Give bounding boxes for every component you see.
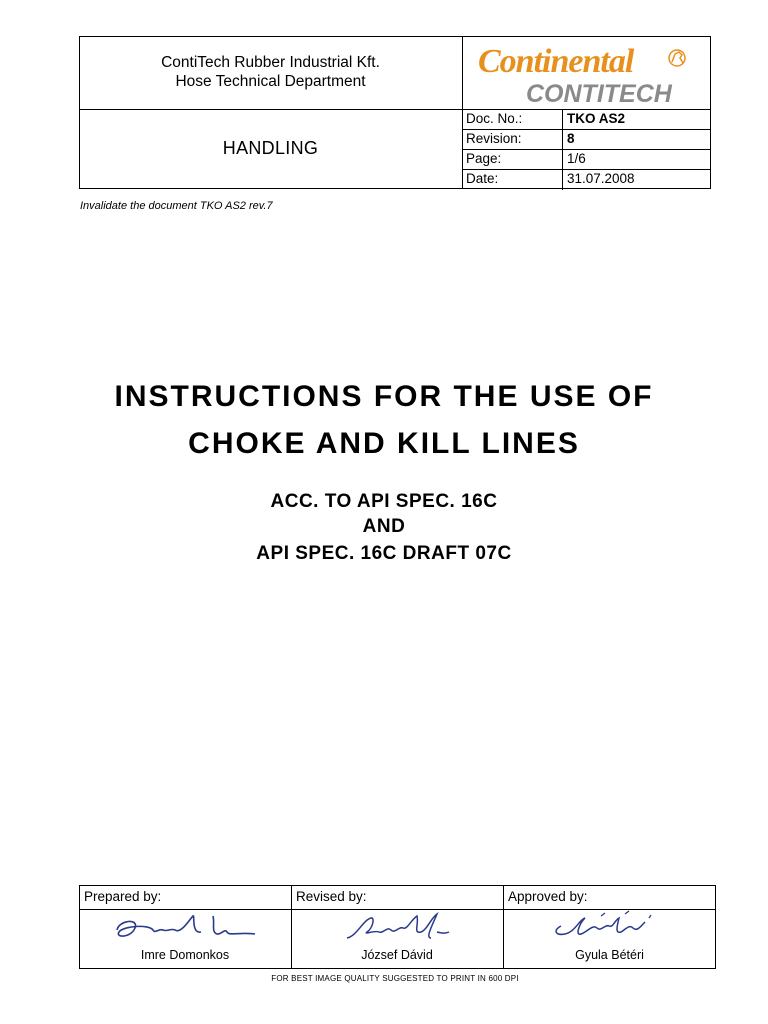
signature-prepared-image (109, 910, 259, 948)
meta-divider (562, 170, 563, 190)
meta-label: Page: (466, 151, 502, 166)
company-name (79, 53, 462, 91)
prepared-by-name: Imre Domonkos (140, 948, 230, 962)
document-meta-table (462, 109, 711, 189)
meta-value: 8 (567, 131, 575, 146)
prepared-by-label: Prepared by: (84, 889, 162, 904)
meta-row-page (462, 149, 711, 169)
print-quality-footer: FOR BEST IMAGE QUALITY SUGGESTED TO PRINT IN 600 DPI (271, 974, 519, 983)
meta-label: Revision: (466, 131, 522, 146)
meta-row-doc-no (462, 109, 711, 129)
meta-value: TKO AS2 (567, 111, 626, 126)
signature-revised-image (341, 910, 461, 948)
company-line2: Hose Technical Department (175, 73, 366, 90)
meta-divider (562, 150, 563, 170)
logo-word-contitech: CONTITECH (526, 80, 672, 108)
meta-value: 1/6 (567, 151, 586, 166)
meta-value: 31.07.2008 (567, 171, 635, 186)
document-title-line2: CHOKE AND KILL LINES (188, 427, 580, 460)
invalidation-note: Invalidate the document TKO AS2 rev.7 (80, 200, 273, 212)
revised-by-name: József Dávid (361, 948, 433, 962)
revised-by-label: Revised by: (296, 889, 367, 904)
logo-word-continental: Continental (478, 43, 634, 80)
approved-by-name: Gyula Bétéri (575, 948, 644, 962)
signature-approved-image (545, 910, 685, 948)
meta-label: Doc. No.: (466, 111, 523, 126)
meta-row-date (462, 169, 711, 189)
company-line1: ContiTech Rubber Industrial Kft. (161, 54, 380, 71)
meta-label: Date: (466, 171, 499, 186)
approved-by-label: Approved by: (508, 889, 588, 904)
meta-row-revision (462, 129, 711, 149)
continental-contitech-logo (462, 36, 711, 109)
signature-table (79, 885, 716, 969)
horse-emblem-icon (669, 50, 685, 66)
document-header (79, 36, 711, 189)
section-title: HANDLING (222, 138, 319, 158)
subtitle-line1: ACC. TO API SPEC. 16C (270, 491, 498, 512)
meta-divider (562, 110, 563, 130)
document-title-line1: INSTRUCTIONS FOR THE USE OF (114, 380, 654, 413)
subtitle-line2: AND (362, 516, 406, 537)
meta-divider (562, 130, 563, 150)
subtitle-line3: API SPEC. 16C DRAFT 07C (256, 543, 512, 564)
